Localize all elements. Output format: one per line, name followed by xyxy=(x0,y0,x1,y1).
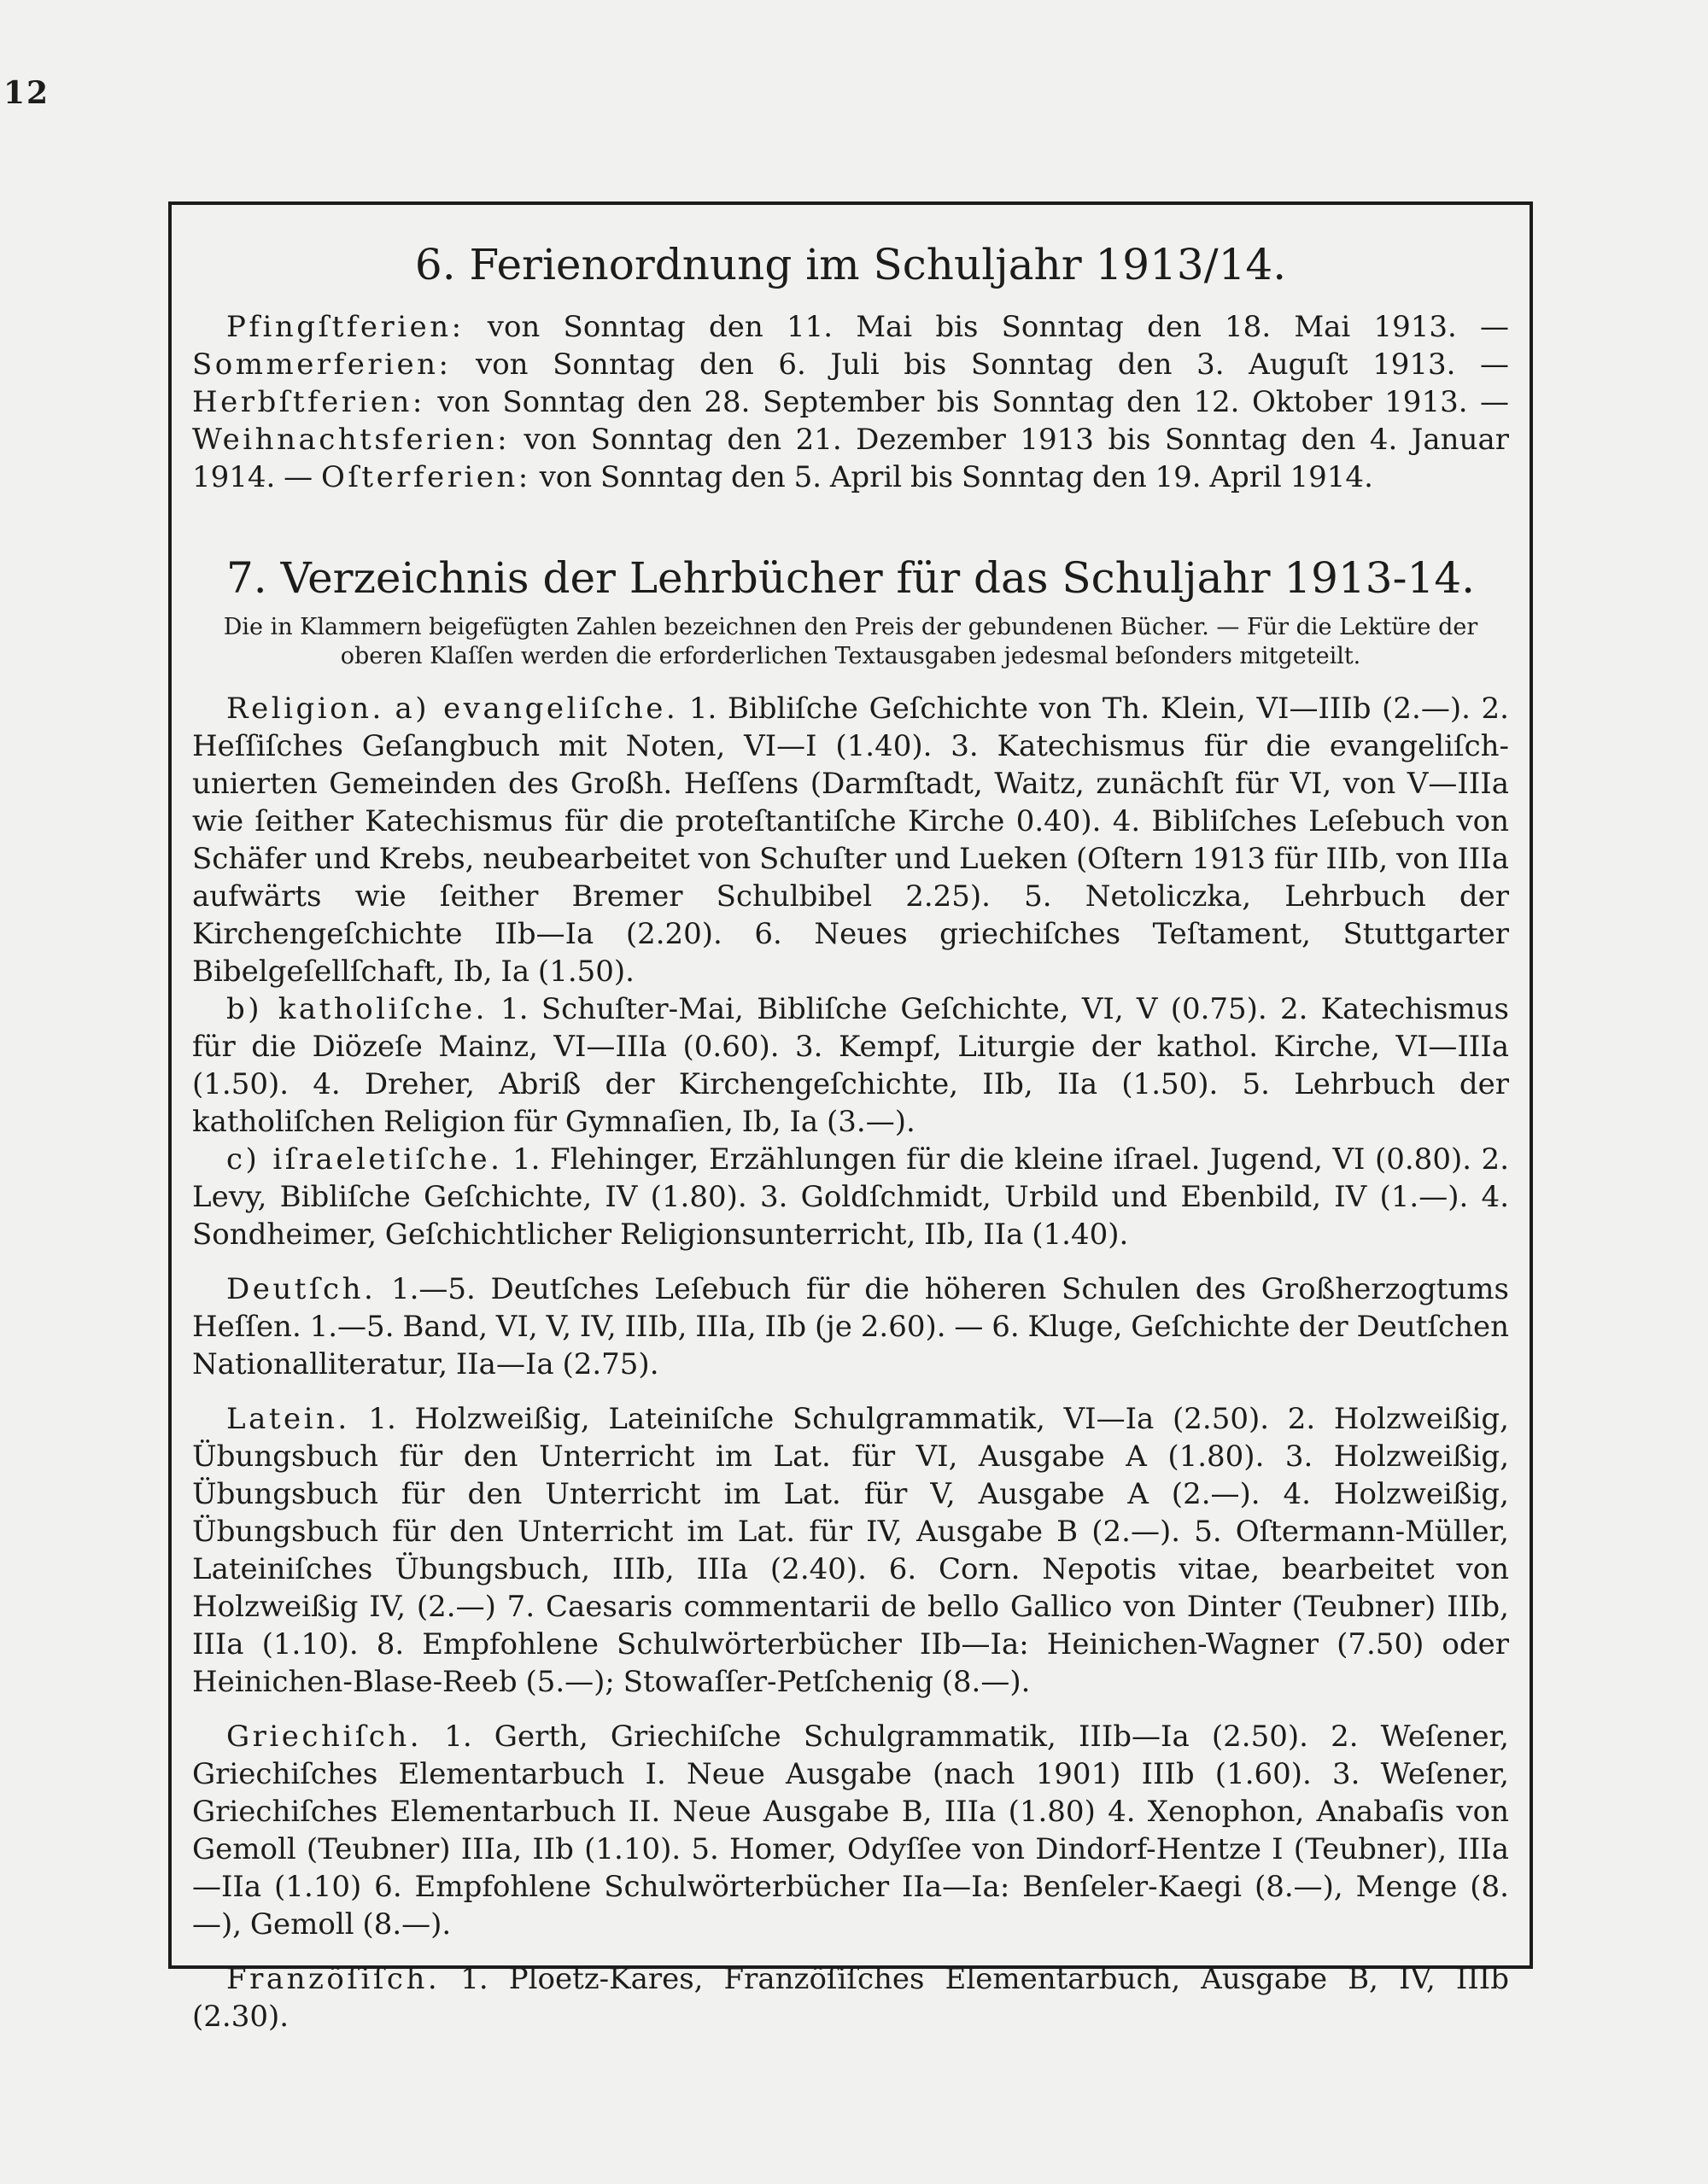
ferien-text: von Sonntag den 5. April bis Sonntag den 19. April 1914. xyxy=(530,460,1373,494)
religion-label: Religion. xyxy=(226,692,384,726)
religion-b xyxy=(192,990,1509,1141)
ferien-text: von Sonntag den 28. September bis Sonntag den 12. Oktober 1913. — xyxy=(424,385,1509,419)
religion-a xyxy=(192,690,1509,990)
term-pfingstferien: Pfingſtferien: xyxy=(226,310,465,344)
term-sommerferien: Sommerferien: xyxy=(192,347,452,382)
deutsch-paragraph xyxy=(192,1270,1509,1383)
religion-c xyxy=(192,1141,1509,1253)
ferien-text: von Sonntag den 21. Dezember 1913 bis Sonntag den 4. Januar 1914. — xyxy=(192,423,1509,494)
religion-b-text: 1. Schuſter-Mai, Bibliſche Geſchichte, VI, V (0.75). 2. Katechismus für die Diözeſe Mainz, VI—IIIa (0.60). 3. Kempf, Liturgie der kathol. Kirche, VI—IIIa (1.50). 4. Dreher, Abriß der Kirchengeſchichte, IIb, IIa (1.50). 5. Lehrbuch der katholiſchen Religion für Gymnaſien, Ib, Ia (3.—). xyxy=(192,992,1509,1139)
religion-a-label: a) evangeliſche. xyxy=(395,692,679,726)
religion-c-label: c) iſraeletiſche. xyxy=(226,1142,503,1177)
content-frame xyxy=(168,201,1533,2034)
latein-paragraph xyxy=(192,1400,1509,1701)
term-weihnachtsferien: Weihnachtsferien: xyxy=(192,423,511,457)
section-religion xyxy=(192,690,1509,1253)
section-franzoesisch xyxy=(192,1960,1509,2035)
lehrbuecher-note: Die in Klammern beigefügten Zahlen bezeichnen den Preis der gebundenen Bücher. — Für die Lektüre der oberen Klaſſen werden die erforderlichen Textausgaben jedesmal beſonders mitgeteilt. xyxy=(223,614,1478,669)
latein-label: Latein. xyxy=(226,1402,350,1436)
franzoesisch-text: 1. Ploetz-Kares, Franzöſiſches Elementarbuch, Ausgabe B, IV, IIIb (2.30). xyxy=(192,1962,1509,2034)
deutsch-label: Deutſch. xyxy=(226,1272,377,1306)
griechisch-text: 1. Gerth, Griechiſche Schulgrammatik, IIIb—Ia (2.50). 2. Weſener, Griechiſches Elementarbuch I. Neue Ausgabe (nach 1901) IIIb (1.60). 3. Weſener, Griechiſches Elementarbuch II. Neue Ausgabe B, IIIa (1.80) 4. Xenophon, Anabaſis von Gemoll (Teubner) IIIa, IIb (1.10). 5. Homer, Odyſſee von Dindorf-Hentze I (Teubner), IIIa—IIa (1.10) 6. Empfohlene Schulwörterbücher IIa—Ia: Benſeler-Kaegi (8.—), Menge (8.—), Gemoll (8.—). xyxy=(192,1720,1509,1942)
ferien-text: von Sonntag den 11. Mai bis Sonntag den 18. Mai 1913. — xyxy=(464,310,1509,344)
page-number: 12 xyxy=(3,75,50,111)
section-latein xyxy=(192,1400,1509,1701)
term-herbstferien: Herbſtferien: xyxy=(192,385,425,419)
franzoesisch-label: Franzöſiſch. xyxy=(226,1962,441,1996)
section-griechisch xyxy=(192,1718,1509,1943)
term-osterferien: Oſterferien: xyxy=(320,460,531,494)
griechisch-label: Griechiſch. xyxy=(226,1720,423,1754)
religion-b-label: b) katholiſche. xyxy=(226,992,488,1026)
religion-c-text: 1. Flehinger, Erzählungen für die kleine iſrael. Jugend, VI (0.80). 2. Levy, Bibliſche Geſchichte, IV (1.80). 3. Goldſchmidt, Urbild und Ebenbild, IV (1.—). 4. Sondheimer, Geſchichtlicher Religionsunterricht, IIb, IIa (1.40). xyxy=(192,1142,1509,1252)
lehrbuecher-title: 7. Verzeichnis der Lehrbücher für das Schuljahr 1913-14. xyxy=(225,553,1476,603)
ferien-title: 6. Ferienordnung im Schuljahr 1913/14. xyxy=(414,240,1287,289)
ferien-text: von Sonntag den 6. Juli bis Sonntag den 3. Auguſt 1913. — xyxy=(451,347,1509,382)
franzoesisch-paragraph xyxy=(192,1960,1509,2035)
latein-text: 1. Holzweißig, Lateiniſche Schulgrammatik, VI—Ia (2.50). 2. Holzweißig, Übungsbuch für den Unterricht im Lat. für VI, Ausgabe A (1.80). 3. Holzweißig, Übungsbuch für den Unterricht im Lat. für V, Ausgabe A (2.—). 4. Holzweißig, Übungsbuch für den Unterricht im Lat. für IV, Ausgabe B (2.—). 5. Oſtermann-Müller, Lateiniſches Übungsbuch, IIIb, IIIa (2.40). 6. Corn. Nepotis vitae, bearbeitet von Holzweißig IV, (2.—) 7. Caesaris commentarii de bello Gallico von Dinter (Teubner) IIIb, IIIa (1.10). 8. Empfohlene Schulwörterbücher IIb—Ia: Heinichen-Wagner (7.50) oder Heinichen-Blase-Reeb (5.—); Stowaſſer-Petſchenig (8.—). xyxy=(192,1402,1509,1699)
deutsch-text: 1.—5. Deutſches Leſebuch für die höheren Schulen des Großherzogtums Heſſen. 1.—5. Band, VI, V, IV, IIIb, IIIa, IIb (je 2.60). — 6. Kluge, Geſchichte der Deutſchen Nationalliteratur, IIa—Ia (2.75). xyxy=(192,1272,1509,1381)
ferien-paragraph xyxy=(192,308,1509,496)
griechisch-paragraph xyxy=(192,1718,1509,1943)
religion-a-text: 1. Bibliſche Geſchichte von Th. Klein, VI—IIIb (2.—). 2. Heſſiſches Geſangbuch mit Noten, VI—I (1.40). 3. Katechismus für die evangeliſch-unierten Gemeinden des Großh. Heſſens (Darmſtadt, Waitz, zunächſt für VI, von V—IIIa wie ſeither Katechismus für die proteſtantiſche Kirche 0.40). 4. Bibliſches Leſebuch von Schäfer und Krebs, neubearbeitet von Schuſter und Lueken (Oſtern 1913 für IIIb, von IIIa aufwärts wie ſeither Bremer Schulbibel 2.25). 5. Netoliczka, Lehrbuch der Kirchengeſchichte IIb—Ia (2.20). 6. Neues griechiſches Teſtament, Stuttgarter Bibelgeſellſchaft, Ib, Ia (1.50). xyxy=(192,692,1509,989)
section-deutsch xyxy=(192,1270,1509,1383)
